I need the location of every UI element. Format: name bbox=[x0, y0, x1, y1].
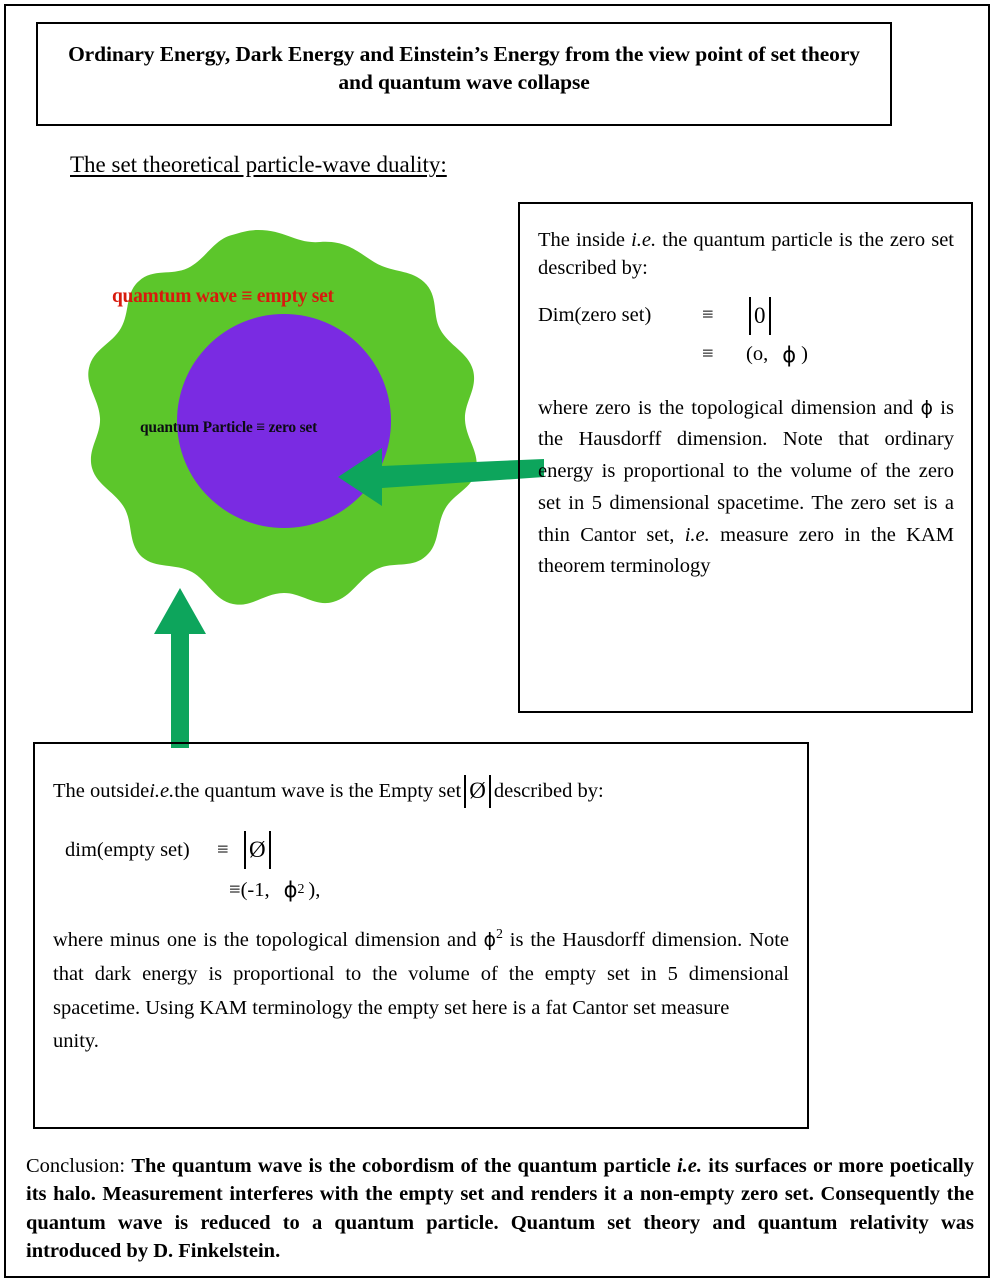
rb-p2-italic: i.e. bbox=[684, 523, 710, 546]
rb-p1-a: The inside bbox=[538, 229, 632, 251]
rb-eq2-open: (o, bbox=[746, 343, 769, 366]
empty-set-dimension-pair bbox=[53, 878, 789, 902]
right-bar bbox=[269, 831, 271, 869]
rb-eq1-equiv: ≡ bbox=[702, 304, 714, 327]
rb-eq2-close: ) bbox=[801, 343, 808, 366]
dim-empty-set-equation bbox=[53, 828, 789, 872]
bb-p2-sup: 2 bbox=[496, 927, 503, 943]
bb-p2-b: is the Hausdorff dimension. Note that dark energy is proportional to the volume of the empty set in 5 dimensional spacetime. Using KAM terminology the empty set here is a fat Cantor set measure bbox=[53, 929, 789, 1019]
rb-p2-b: is the Hausdorff dimension. Note that ordinary energy is proportional to the volume of the zero set in 5 dimensional spacetime. The zero set is a thin Cantor set, bbox=[538, 396, 954, 546]
arrow-to-wave-icon bbox=[150, 586, 210, 748]
rb-eq1-lhs: Dim(zero set) bbox=[538, 304, 652, 327]
bb-eq2-open: (-1, bbox=[240, 878, 270, 901]
conclusion-text bbox=[26, 1152, 974, 1265]
conclusion-body-a: The quantum wave is the cobordism of the quantum particle bbox=[131, 1155, 677, 1177]
left-bar bbox=[464, 775, 466, 808]
bottom-box-line-1 bbox=[53, 774, 789, 808]
title-box bbox=[36, 22, 892, 126]
rb-p1-b: the quantum particle is the zero set described by: bbox=[538, 229, 955, 280]
bb-p2-phi: ϕ bbox=[483, 929, 496, 951]
section-subtitle: The set theoretical particle-wave duality: bbox=[70, 152, 447, 177]
left-bar bbox=[749, 297, 751, 335]
bb-eq1-lhs: dim(empty set) bbox=[65, 838, 190, 861]
bb-eq1-value: Ø bbox=[249, 837, 266, 862]
rb-p2-phi: ϕ bbox=[920, 396, 933, 419]
right-box-paragraph-2 bbox=[538, 393, 954, 584]
zero-set-description-box bbox=[518, 202, 973, 713]
quantum-wave-label: quamtum wave ≡ empty set bbox=[112, 286, 334, 307]
right-bar bbox=[489, 775, 491, 808]
rb-eq2-phi: ϕ bbox=[782, 342, 797, 367]
arrow-to-particle-icon bbox=[330, 444, 544, 514]
bb-p1-symbol: Ø bbox=[469, 778, 486, 803]
rb-p1-italic: i.e. bbox=[631, 229, 657, 251]
bb-p2-c: unity. bbox=[53, 1030, 99, 1053]
conclusion-lead: Conclusion: bbox=[26, 1155, 132, 1177]
conclusion-body-b: its surfaces or more poetically its halo. Measurement interferes with the empty set and renders it a non-empty zero set. Consequently the quantum wave is reduced to a quantum particle. Quantum set theory and quantum relativity was introduced by D. Finkelstein. bbox=[26, 1155, 974, 1262]
rb-p2-a: where zero is the topological dimension and bbox=[538, 396, 921, 419]
bb-p1-a: The outside bbox=[53, 779, 150, 802]
bb-p1-b: the quantum wave is the Empty set bbox=[174, 779, 462, 802]
bb-p1-italic: i.e. bbox=[149, 779, 175, 802]
bb-p1-symbol-group bbox=[461, 775, 494, 808]
bottom-box-paragraph bbox=[53, 924, 789, 1059]
bb-eq1-rhs bbox=[241, 831, 274, 869]
dim-zero-set-equation bbox=[538, 293, 954, 339]
empty-set-description-box bbox=[33, 742, 809, 1129]
quantum-particle-label: quantum Particle ≡ zero set bbox=[140, 419, 318, 436]
bb-eq1-equiv: ≡ bbox=[217, 838, 229, 861]
left-bar bbox=[244, 831, 246, 869]
bb-eq2-phi: ϕ bbox=[283, 878, 298, 902]
rb-p2-c: measure zero in the KAM theorem terminology bbox=[538, 523, 954, 578]
zero-set-dimension-pair bbox=[538, 343, 954, 367]
bb-eq2-equiv: ≡ bbox=[229, 878, 241, 901]
bb-p2-a: where minus one is the topological dimension and bbox=[53, 929, 484, 951]
rb-eq1-value: 0 bbox=[754, 302, 766, 328]
bb-eq2-close: ), bbox=[308, 878, 321, 901]
page-title: Ordinary Energy, Dark Energy and Einstein’s Energy from the view point of set theory and quantum wave collapse bbox=[68, 42, 860, 95]
right-box-paragraph-1 bbox=[538, 226, 954, 283]
conclusion-body-italic: i.e. bbox=[676, 1155, 703, 1177]
bb-p1-c: described by: bbox=[493, 779, 604, 802]
rb-eq1-rhs bbox=[746, 297, 774, 335]
rb-eq2-equiv: ≡ bbox=[702, 343, 714, 366]
right-bar bbox=[769, 297, 771, 335]
bb-eq2-sup: 2 bbox=[297, 882, 305, 897]
